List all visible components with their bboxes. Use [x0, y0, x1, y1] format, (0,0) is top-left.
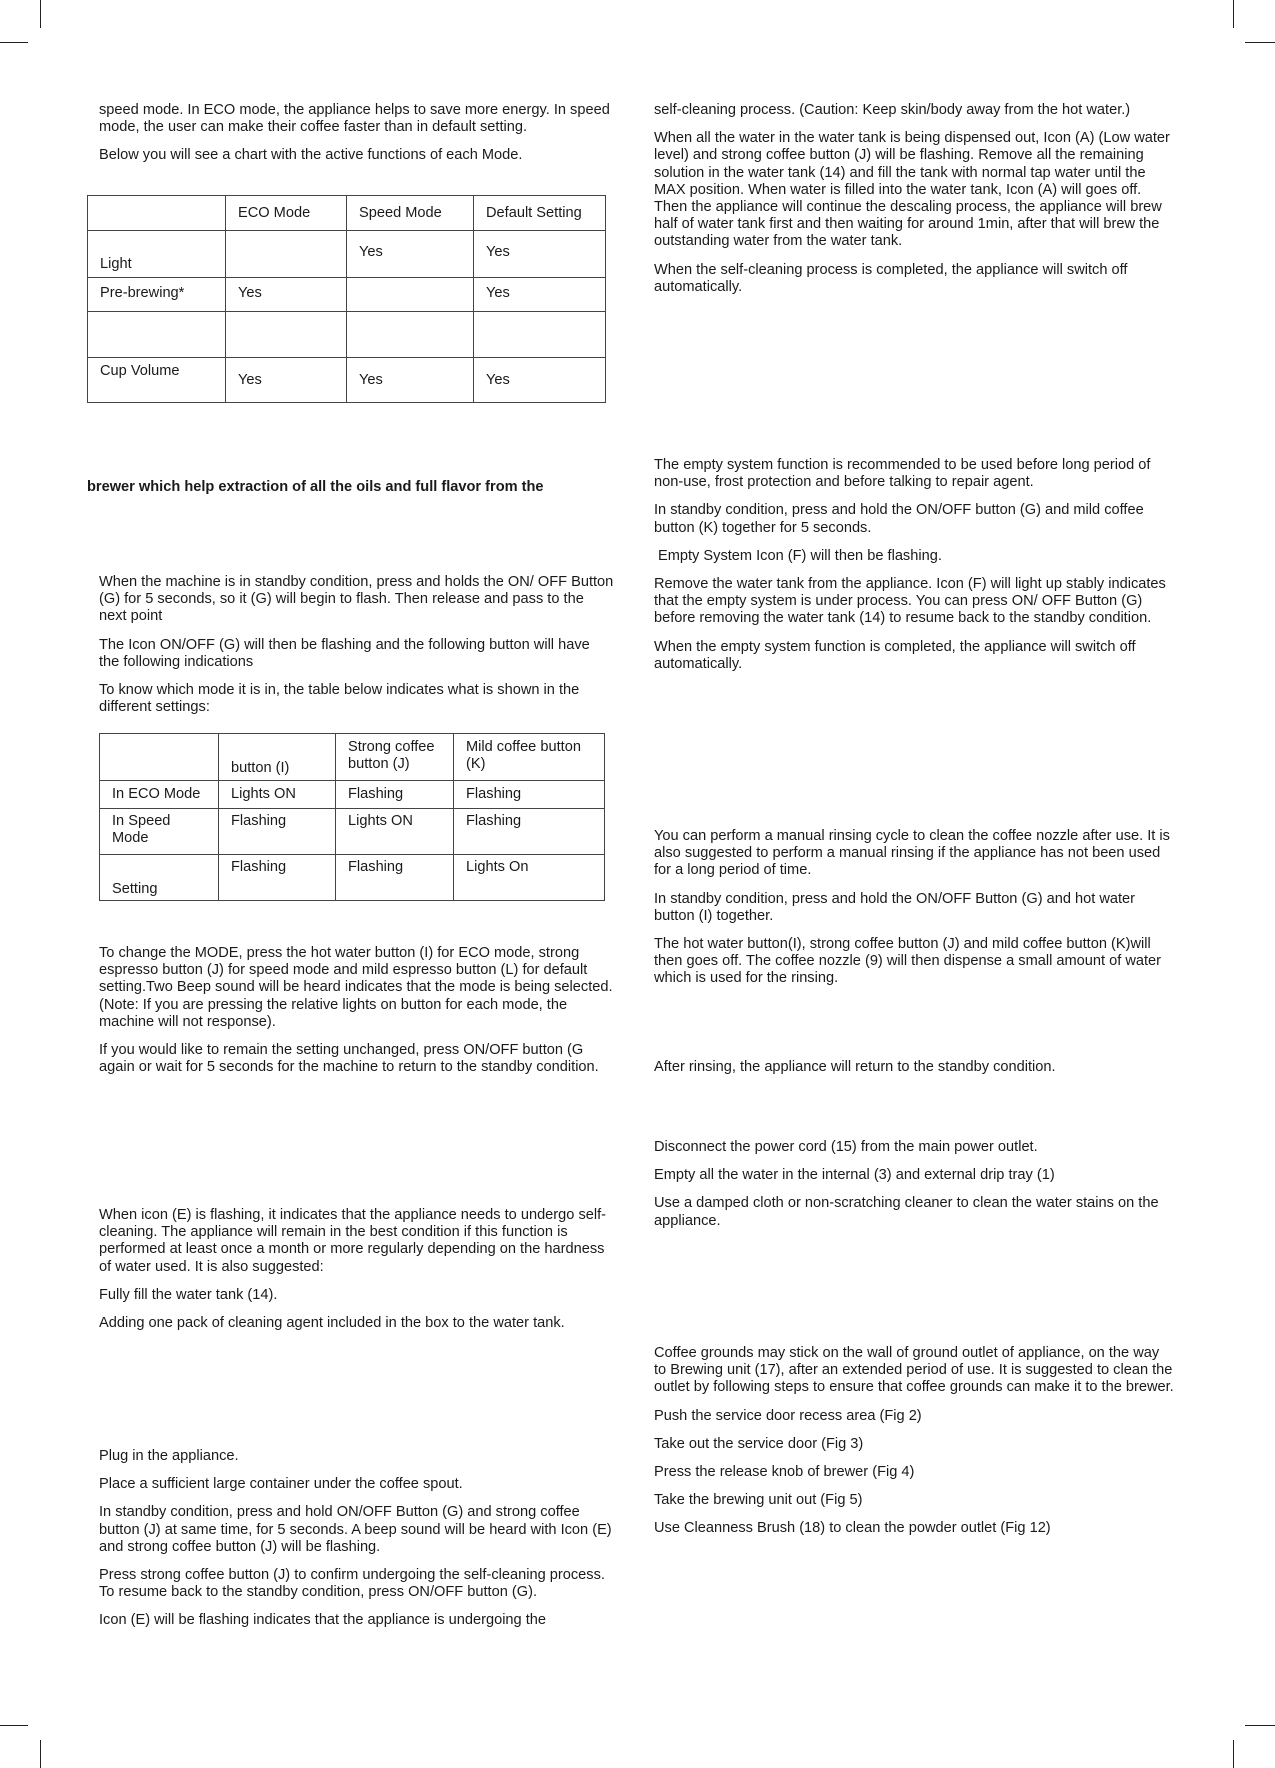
table-cell: Lights On [454, 855, 605, 901]
crop-mark [1233, 1740, 1234, 1768]
crop-mark [0, 1725, 28, 1726]
crop-mark [1245, 42, 1275, 43]
self-cleaning-paragraph: When all the water in the water tank is being dispensed out, Icon (A) (Low water level) and strong coffee button (J) will be flashing. Remove all the remaining solution in the water tank (14) and fill the tank with normal tap water until the MAX position. When water is filled into the water tank, Icon (A) will goes off. Then the appliance will continue the descaling process, the appliance will brew half of water tank first and then waiting for around 1min, after that will brew the outstanding water from the water tank. [654, 130, 1170, 250]
standby-section [99, 574, 614, 727]
table-cell: Pre-brewing* [88, 278, 226, 312]
table-cell: Yes [226, 358, 347, 403]
table-cell: Flashing [219, 809, 336, 855]
standby-paragraph: To know which mode it is in, the table below indicates what is shown in the different settings: [99, 682, 580, 716]
change-mode-paragraph: If you would like to remain the setting unchanged, press ON/OFF button (G again or wait for 5 seconds for the machine to return to the standby condition. [99, 1042, 599, 1076]
rinsing-section [654, 828, 1174, 999]
intro-paragraph: Below you will see a chart with the active functions of each Mode. [99, 147, 523, 164]
table-cell: Yes [226, 278, 347, 312]
rinsing-paragraph: The hot water button(I), strong coffee button (J) and mild coffee button (K)will then goes off. The coffee nozzle (9) will then dispense a small amount of water which is used for the rinsing. [654, 936, 1162, 987]
self-cleaning-paragraph: Fully fill the water tank (14). [99, 1286, 278, 1303]
table-cell: Lights ON [336, 809, 454, 855]
intro-section [99, 102, 614, 176]
table-cell: Setting [100, 855, 219, 901]
empty-system-paragraph: The empty system function is recommended to be used before long period of non-use, frost protection and before talking to repair agent. [654, 457, 1151, 491]
table-cell: Flashing [219, 855, 336, 901]
table-cell [347, 278, 474, 312]
self-cleaning-paragraph: self-cleaning process. (Caution: Keep skin/body away from the hot water.) [654, 102, 1131, 118]
self-cleaning-paragraph: Adding one pack of cleaning agent included in the box to the water tank. [99, 1315, 565, 1332]
table-row [100, 855, 605, 901]
maintenance-paragraph: Empty all the water in the internal (3) and external drip tray (1) [654, 1167, 1055, 1184]
table-row [88, 312, 606, 358]
step-paragraph: Icon (E) will be flashing indicates that the appliance is undergoing the [99, 1612, 547, 1629]
table-header-cell: Strong coffee button (J) [336, 734, 454, 781]
table-cell: Lights ON [219, 781, 336, 809]
table-header-cell: Speed Mode [347, 196, 474, 231]
brewing-step: Take out the service door (Fig 3) [654, 1435, 864, 1452]
brewing-unit-section [654, 1345, 1174, 1549]
change-mode-paragraph: To change the MODE, press the hot water button (I) for ECO mode, strong espresso button (J) for speed mode and mild espresso button (L) for default setting.Two Beep sound will be heard indicates that the mode is being selected. (Note: If you are pressing the relative lights on button for each mode, the machine will not response). [99, 945, 613, 1030]
crop-mark [40, 1740, 41, 1768]
empty-system-paragraph: When the empty system function is completed, the appliance will switch off automatically. [654, 638, 1136, 672]
step-paragraph: Plug in the appliance. [99, 1448, 239, 1464]
table-cell: Flashing [336, 855, 454, 901]
empty-system-section [654, 457, 1174, 684]
table-cell [474, 312, 606, 358]
self-cleaning-steps-section [99, 1448, 614, 1641]
table-cell [347, 312, 474, 358]
table-cell: Yes [347, 358, 474, 403]
empty-system-paragraph: Empty System Icon (F) will then be flashing. [658, 547, 942, 564]
rinsing-paragraph: After rinsing, the appliance will return to the standby condition. [654, 1059, 1056, 1075]
self-cleaning-continued-section [654, 102, 1174, 307]
maintenance-paragraph: Use a damped cloth or non-scratching cleaner to clean the water stains on the appliance. [654, 1195, 1159, 1229]
change-mode-section [99, 945, 614, 1087]
step-paragraph: In standby condition, press and hold ON/OFF Button (G) and strong coffee button (J) at same time, for 5 seconds. A beep sound will be heard with Icon (E) and strong coffee button (J) will be flashing. [99, 1504, 612, 1555]
step-paragraph: Place a sufficient large container under the coffee spout. [99, 1476, 463, 1493]
table-header-cell: Mild coffee button (K) [454, 734, 605, 781]
table-cell: Flashing [454, 781, 605, 809]
table-cell: Yes [474, 278, 606, 312]
table-row [88, 231, 606, 278]
brewing-paragraph: Coffee grounds may stick on the wall of ground outlet of appliance, on the way to Brewing unit (17), after an extended period of use. It is suggested to clean the outlet by following steps to ensure that coffee grounds can make it to the brewer. [654, 1345, 1174, 1396]
brewing-step: Push the service door recess area (Fig 2) [654, 1407, 922, 1424]
table-row [100, 809, 605, 855]
table-cell: In ECO Mode [100, 781, 219, 809]
rinsing-paragraph: You can perform a manual rinsing cycle to clean the coffee nozzle after use. It is also suggested to perform a manual rinsing if the appliance has not been used for a long period of time. [654, 828, 1170, 879]
intro-paragraph: speed mode. In ECO mode, the appliance helps to save more energy. In speed mode, the user can make their coffee faster than in default setting. [99, 102, 610, 136]
self-cleaning-paragraph: When the self-cleaning process is completed, the appliance will switch off automatically. [654, 261, 1128, 295]
brewing-step: Use Cleanness Brush (18) to clean the powder outlet (Fig 12) [654, 1520, 1051, 1537]
mode-functions-table [87, 195, 606, 403]
crop-mark [1245, 1725, 1275, 1726]
table-cell: In Speed Mode [100, 809, 219, 855]
empty-system-paragraph: Remove the water tank from the appliance. Icon (F) will light up stably indicates that the empty system is under process. You can press ON/ OFF Button (G) before removing the water tank (14) to resume back to the standby condition. [654, 576, 1166, 627]
table-cell: Light [88, 231, 226, 278]
rinsing-paragraph: In standby condition, press and hold the ON/OFF Button (G) and hot water button (I) together. [654, 890, 1136, 924]
table-row [88, 278, 606, 312]
table-cell [88, 312, 226, 358]
table-header-cell [88, 196, 226, 231]
bold-heading-line: brewer which help extraction of all the oils and full flavor from the [87, 479, 544, 495]
standby-paragraph: When the machine is in standby condition, press and holds the ON/ OFF Button (G) for 5 seconds, so it (G) will begin to flash. Then release and pass to the next point [99, 574, 614, 625]
maintenance-section [654, 1139, 1174, 1241]
table-header-cell [100, 734, 219, 781]
step-paragraph: Press strong coffee button (J) to confirm undergoing the self-cleaning process. To resume back to the standby condition, press ON/OFF button (G). [99, 1567, 605, 1601]
standby-paragraph: The Icon ON/OFF (G) will then be flashing and the following button will have the following indications [99, 636, 590, 670]
table-cell: Flashing [454, 809, 605, 855]
table-row [100, 781, 605, 809]
maintenance-paragraph: Disconnect the power cord (15) from the main power outlet. [654, 1139, 1038, 1155]
brewing-step: Press the release knob of brewer (Fig 4) [654, 1464, 915, 1481]
self-cleaning-intro-section [99, 1207, 614, 1343]
table-cell: Yes [474, 231, 606, 278]
brewing-step: Take the brewing unit out (Fig 5) [654, 1492, 863, 1509]
table-row [88, 358, 606, 403]
crop-mark [1233, 0, 1234, 28]
crop-mark [0, 42, 28, 43]
self-cleaning-paragraph: When icon (E) is flashing, it indicates that the appliance needs to undergo self-cleaning. The appliance will remain in the best condition if this function is performed at least once a month or more regularly depending on the hardness of water used. It is also suggested: [99, 1207, 607, 1275]
table-cell [226, 231, 347, 278]
crop-mark [40, 0, 41, 28]
empty-system-paragraph: In standby condition, press and hold the ON/OFF button (G) and mild coffee button (K) together for 5 seconds. [654, 502, 1144, 536]
table-header-cell: button (I) [219, 734, 336, 781]
table-cell: Cup Volume [88, 358, 226, 403]
mode-indication-table [99, 733, 605, 901]
table-header-cell: Default Setting [474, 196, 606, 231]
table-cell [226, 312, 347, 358]
table-cell: Yes [474, 358, 606, 403]
table-cell: Yes [347, 231, 474, 278]
table-header-cell: ECO Mode [226, 196, 347, 231]
table-cell: Flashing [336, 781, 454, 809]
